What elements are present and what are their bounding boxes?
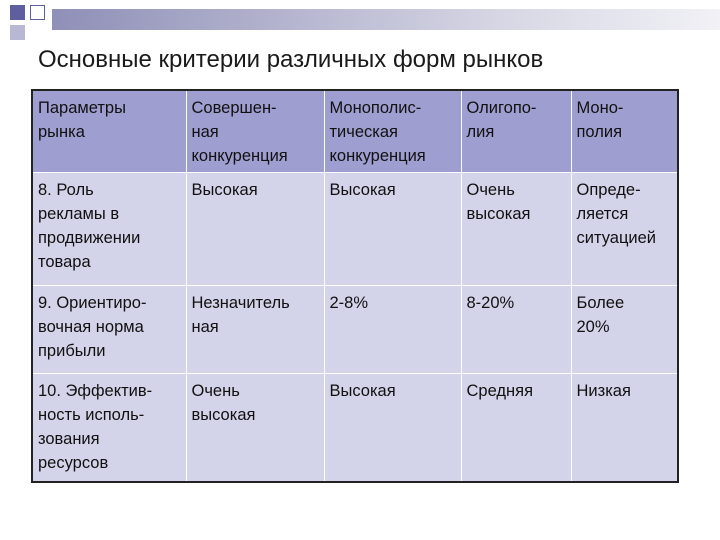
- header-cell-monopolistic-competition: Монополис- тическая конкуренция: [324, 90, 461, 173]
- table-cell: Высокая: [186, 173, 324, 286]
- table-cell: Более 20%: [571, 286, 678, 374]
- row-label-cell: 10. Эффектив- ность исполь- зования ресурсов: [32, 374, 186, 483]
- row-label-cell: 8. Роль рекламы в продвижении товара: [32, 173, 186, 286]
- table-cell: Высокая: [324, 173, 461, 286]
- header-cell-perfect-competition: Совершен- ная конкуренция: [186, 90, 324, 173]
- table-cell: Очень высокая: [461, 173, 571, 286]
- table-cell: Очень высокая: [186, 374, 324, 483]
- header-accent-bar: [52, 9, 720, 30]
- table-cell: Опреде- ляется ситуацией: [571, 173, 678, 286]
- decor-square-outline: [30, 5, 45, 20]
- header-cell-monopoly: Моно- полия: [571, 90, 678, 173]
- decor-square-light: [10, 25, 25, 40]
- table-row: [32, 286, 678, 374]
- table-cell: Высокая: [324, 374, 461, 483]
- table-header-row: [32, 90, 678, 173]
- decor-square-dark: [10, 5, 25, 20]
- table-cell: 8-20%: [461, 286, 571, 374]
- table-cell: Низкая: [571, 374, 678, 483]
- market-criteria-table: [31, 89, 677, 483]
- table-cell: Незначитель ная: [186, 286, 324, 374]
- table-cell: 2-8%: [324, 286, 461, 374]
- header-cell-oligopoly: Олигопо- лия: [461, 90, 571, 173]
- row-label-cell: 9. Ориентиро- вочная норма прибыли: [32, 286, 186, 374]
- header-cell-parameters: Параметры рынка: [32, 90, 186, 173]
- table-row: [32, 173, 678, 286]
- table-row: [32, 374, 678, 483]
- table-cell: Средняя: [461, 374, 571, 483]
- page-title: Основные критерии различных форм рынков: [38, 46, 544, 73]
